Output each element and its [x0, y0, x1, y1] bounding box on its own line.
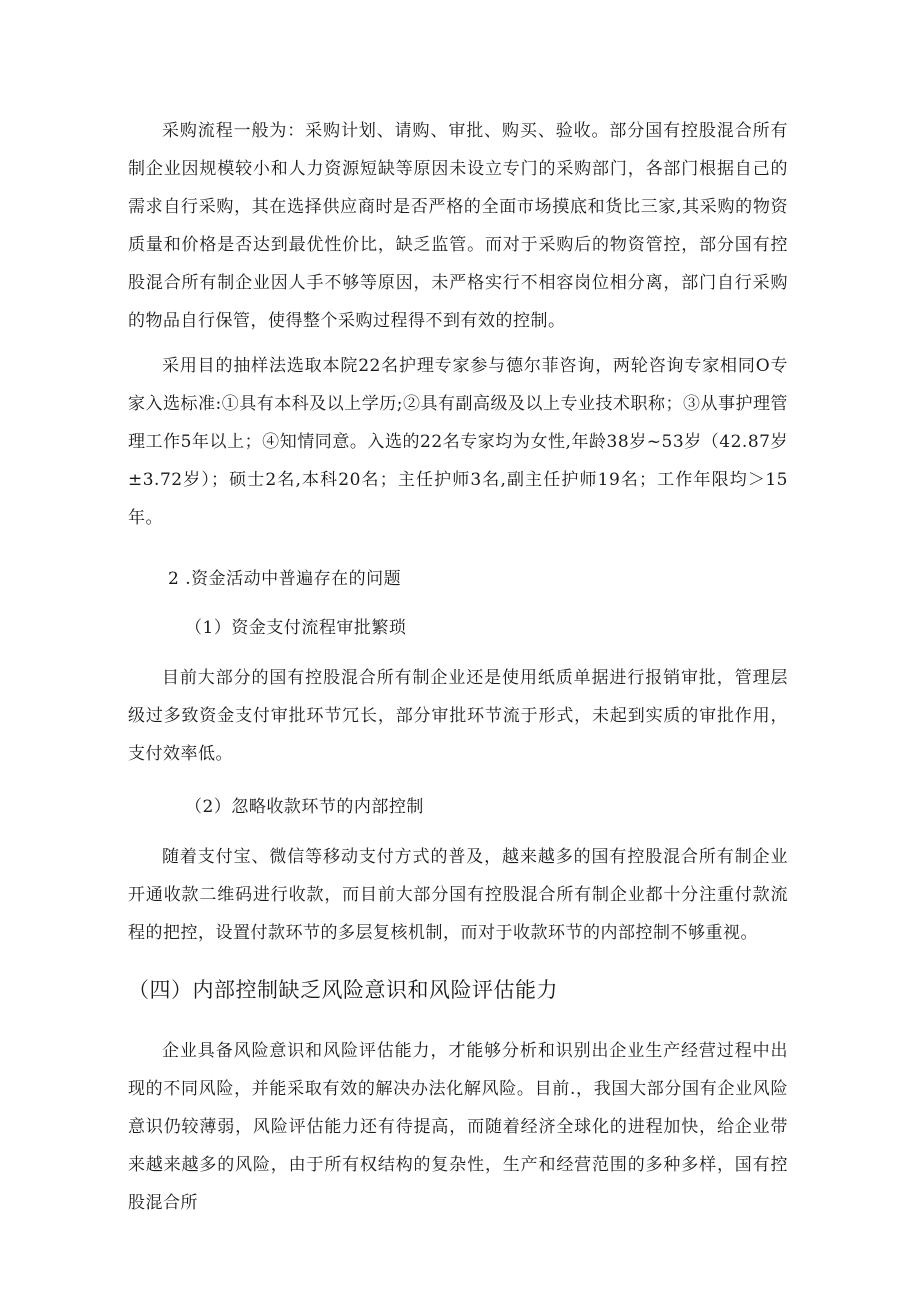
paragraph-procurement-process: 采购流程一般为：采购计划、请购、审批、购买、验收。部分国有控股混合所有制企业因规模较小和人力资源短缺等原因未设立专门的采购部门，各部门根据自己的需求自行采购，其在选择供应商时是否严格的全面市场摸底和货比三家,其采购的物资质量和价格是否达到最优性价比，缺乏监管。而对于采购后的物资管控，部分国有控股混合所有制企业因人手不够等原因，未严格实行不相容岗位相分离，部门自行采购的物品自行保管，使得整个采购过程得不到有效的控制。: [128, 121, 788, 331]
subheading-payment-approval: （1）资金支付流程审批繁琐: [185, 618, 407, 638]
subheading-receipt-control: （2）忽略收款环节的内部控制: [185, 797, 424, 817]
paragraph-payment-approval: 目前大部分的国有控股混合所有制企业还是使用纸质单据进行报销审批，管理层级过多致资金支付审批环节冗长，部分审批环节流于形式，未起到实质的审批作用，支付效率低。: [128, 668, 788, 764]
paragraph-receipt-control: 随着支付宝、微信等移动支付方式的普及，越来越多的国有控股混合所有制企业开通收款二维码进行收款，而目前大部分国有控股混合所有制企业都十分注重付款流程的把控，设置付款环节的多层复核机制，而对于收款环节的内部控制不够重视。: [128, 847, 788, 943]
section-heading-fund-issues: 2 .资金活动中普遍存在的问题: [168, 569, 402, 589]
paragraph-risk-awareness: 企业具备风险意识和风险评估能力，才能够分析和识别出企业生产经营过程中出现的不同风险，并能采取有效的解决办法化解风险。目前.，我国大部分国有企业风险意识仍较薄弱，风险评估能力还有待提高，而随着经济全球化的进程加快，给企业带来越来越多的风险，由于所有权结构的复杂性，生产和经营范围的多种多样，国有控股混合所: [128, 1041, 788, 1213]
section-heading-risk-awareness: （四）内部控制缺乏风险意识和风险评估能力: [128, 978, 558, 1002]
paragraph-expert-selection: 采用目的抽样法选取本院22名护理专家参与德尔菲咨询，两轮咨询专家相同O专家入选标准:①具有本科及以上学历;②具有副高级及以上专业技术职称；③从事护理管理工作5年以上；④知情同意。入选的22名专家均为女性,年龄38岁~53岁（42.87岁±3.72岁）；硕士2名,本科20名；主任护师3名,副主任护师19名；工作年限均＞15年。: [128, 356, 788, 528]
